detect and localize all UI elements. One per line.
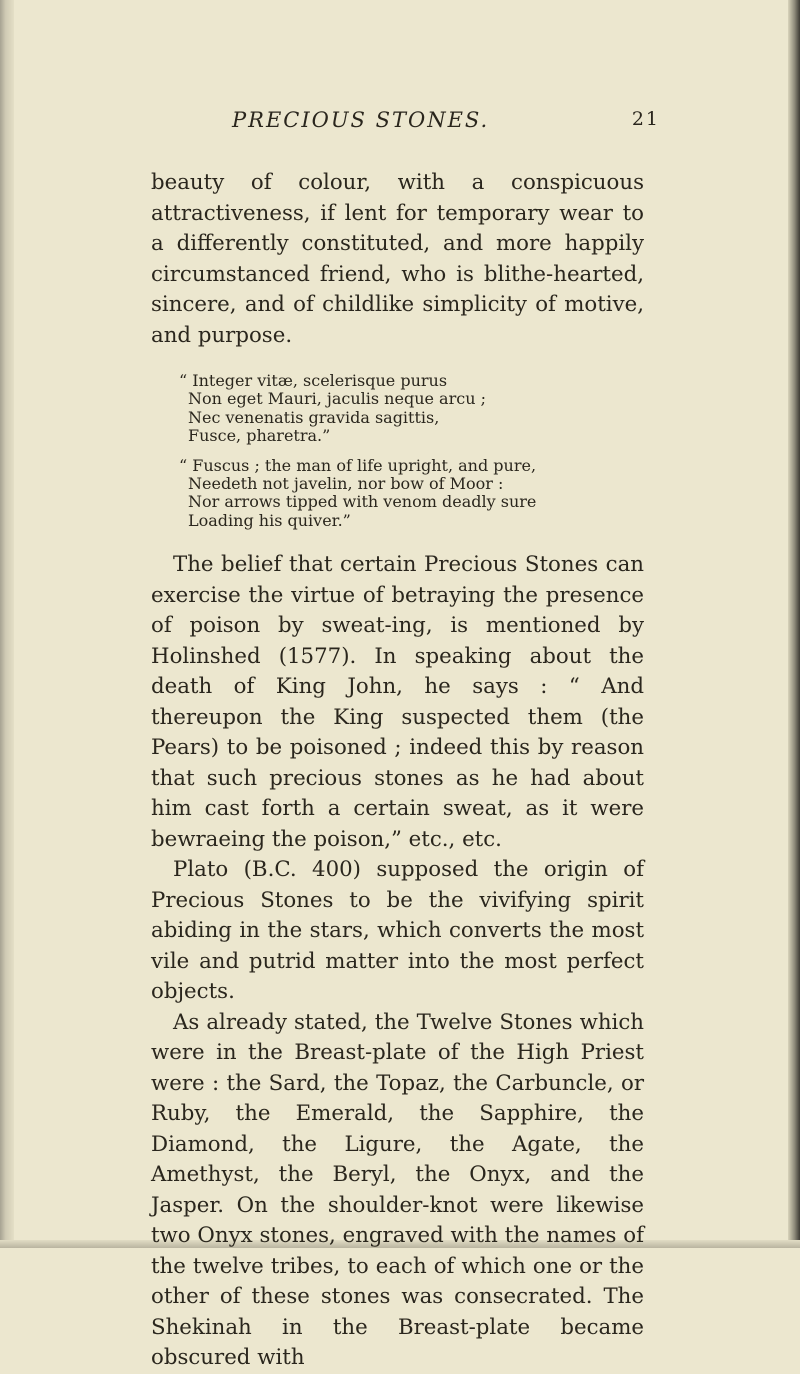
verse-quotation bbox=[151, 372, 644, 530]
english-stanza bbox=[151, 457, 644, 531]
verse-line: Fusce, pharetra.” bbox=[188, 426, 331, 446]
running-head: PRECIOUS STONES. bbox=[232, 108, 490, 132]
page-left-edge bbox=[0, 0, 14, 1248]
page-number: 21 bbox=[631, 108, 660, 130]
page-body bbox=[151, 168, 644, 1374]
verse-line: “ Integer vitæ, scelerisque purus bbox=[179, 371, 448, 390]
verse-line: Needeth not javelin, nor bow of Moor : bbox=[188, 474, 504, 494]
verse-line: Non eget Mauri, jaculis neque arcu ; bbox=[188, 389, 486, 409]
paragraph-plato: Plato (B.C. 400) supposed the origin of Precious Stones to be the vivifying spirit abiding in the stars, which converts the most vile and putrid matter into the most perfect objects. bbox=[151, 857, 644, 1005]
paragraph-continued: beauty of colour, with a conspicuous attractiveness, if lent for temporary wear to a differently constituted, and more happily circumstanced friend, who is blithe-hearted, sincere, and of childlike simplicity of motive, and purpose. bbox=[151, 170, 644, 348]
page-right-edge bbox=[788, 0, 800, 1248]
verse-line: Loading his quiver.” bbox=[188, 510, 351, 530]
verse-line: Nor arrows tipped with venom deadly sure bbox=[188, 492, 537, 512]
paragraph-holinshed: The belief that certain Precious Stones can exercise the virtue of betraying the presence of poison by sweat-ing, is mentioned by Holinshed (1577). In speaking about the death of King John, he says : “ And thereupon the King suspected them (the Pears) to be poisoned ; indeed this by reason that such precious stones as he had about him cast forth a certain sweat, as it were bewraeing the poison,” etc., etc. bbox=[151, 552, 644, 852]
paragraph-breastplate: As already stated, the Twelve Stones which were in the Breast-plate of the High Priest were : the Sard, the Topaz, the Carbuncle, or Ruby, the Emerald, the Sapphire, the Diamond, the Ligure, the Agate, the Amethyst, the Beryl, the Onyx, and the Jasper. On the shoulder-knot were likewise two Onyx stones, engraved with the names of the twelve tribes, to each of which one or the other of these stones was consecrated. The Shekinah in the Breast-plate became obscured with bbox=[151, 1009, 644, 1371]
verse-line: “ Fuscus ; the man of life upright, and pure, bbox=[179, 455, 537, 475]
verse-line: Nec venenatis gravida sagittis, bbox=[188, 407, 440, 427]
latin-stanza bbox=[151, 372, 644, 446]
